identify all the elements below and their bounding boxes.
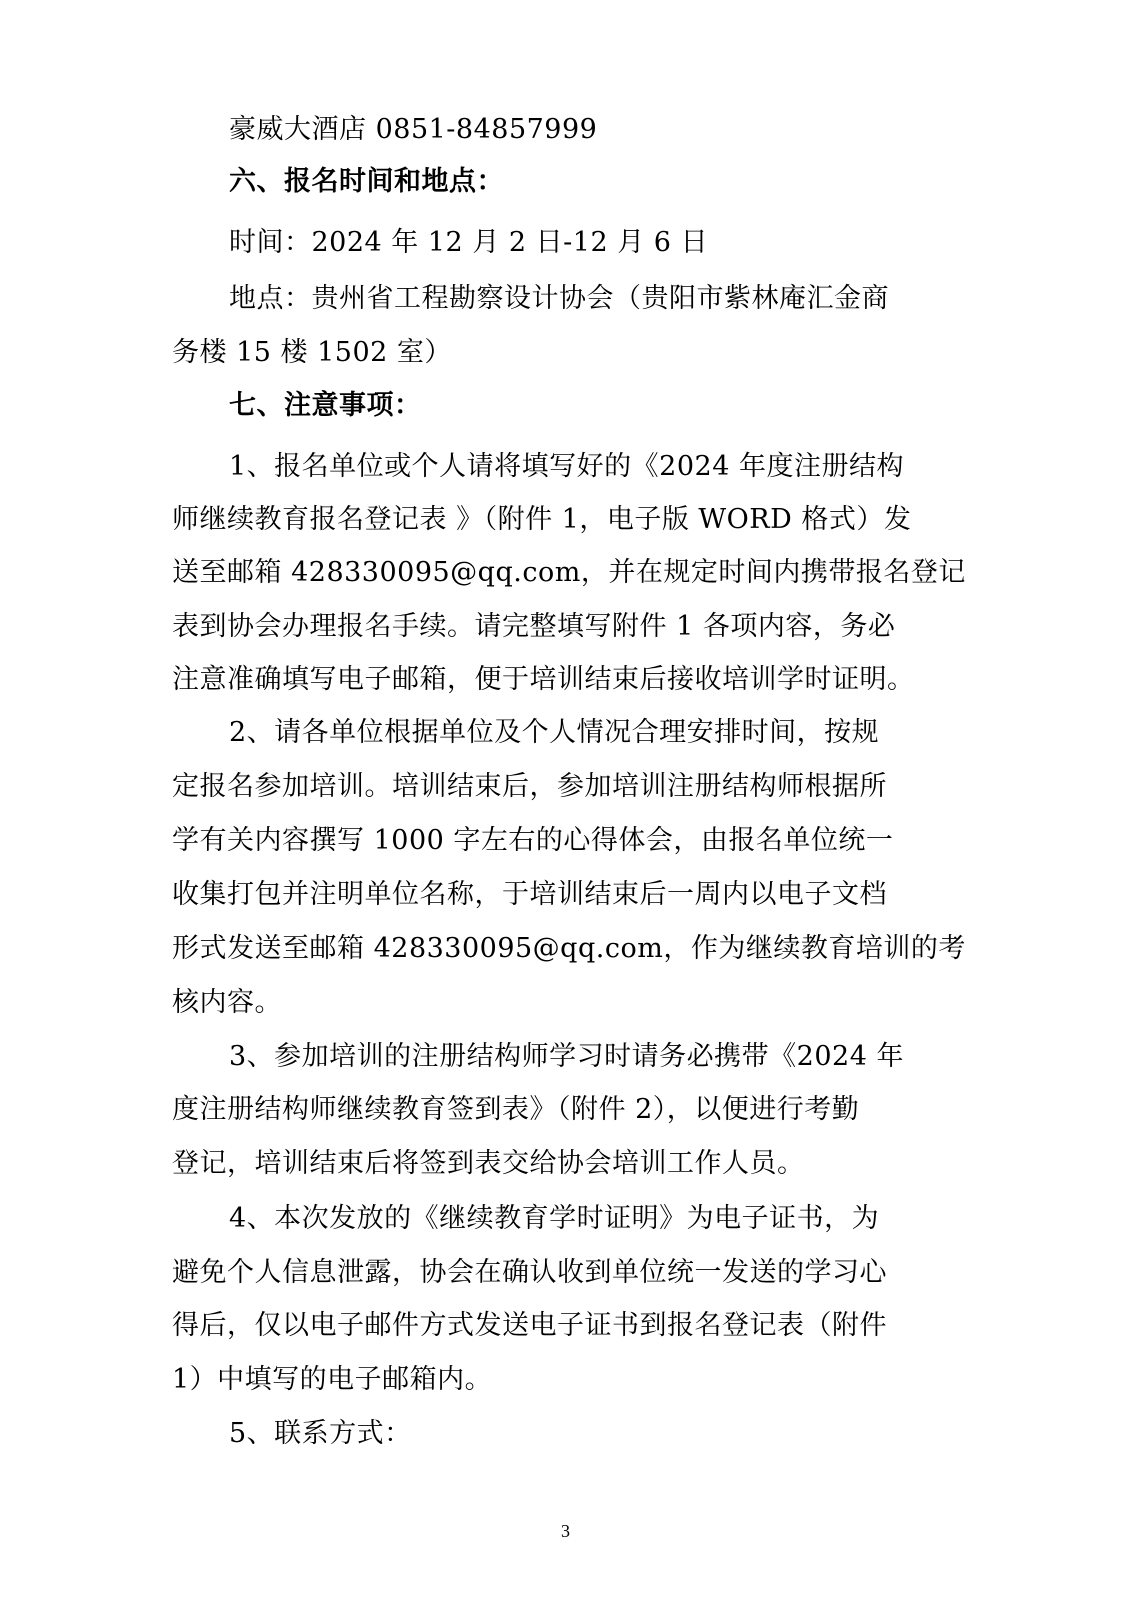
note4-line1: 4、本次发放的《继续教育学时证明》为电子证书，为: [229, 1203, 880, 1234]
note4-line2: 避免个人信息泄露，协会在确认收到单位统一发送的学习心: [172, 1257, 887, 1288]
note2-line1: 2、请各单位根据单位及个人情况合理安排时间，按规: [229, 717, 880, 748]
note5-contact-heading: 5、联系方式：: [229, 1418, 412, 1449]
note3-line3: 登记，培训结束后将签到表交给协会培训工作人员。: [172, 1148, 805, 1179]
page-number: 3: [561, 1521, 570, 1541]
note4-line4: 1）中填写的电子邮箱内。: [172, 1364, 493, 1395]
note2-line6: 核内容。: [172, 987, 282, 1018]
registration-time: 时间：2024 年 12 月 2 日-12 月 6 日: [229, 227, 709, 258]
note1-line5: 注意准确填写电子邮箱，便于培训结束后接收培训学时证明。: [172, 664, 915, 695]
note1-line4: 表到协会办理报名手续。请完整填写附件 1 各项内容，务必: [172, 611, 896, 642]
hotel-contact-line: 豪威大酒店 0851-84857999: [229, 114, 598, 145]
note1-line3: 送至邮箱 428330095@qq.com，并在规定时间内携带报名登记: [172, 557, 966, 588]
registration-location-line2: 务楼 15 楼 1502 室）: [172, 337, 452, 368]
note3-line1: 3、参加培训的注册结构师学习时请务必携带《2024 年: [229, 1041, 904, 1072]
note4-line3: 得后，仅以电子邮件方式发送电子证书到报名登记表（附件: [172, 1310, 887, 1341]
registration-location-line1: 地点：贵州省工程勘察设计协会（贵阳市紫林庵汇金商: [229, 283, 889, 314]
note1-line1: 1、报名单位或个人请将填写好的《2024 年度注册结构: [229, 451, 904, 482]
note2-line4: 收集打包并注明单位名称，于培训结束后一周内以电子文档: [172, 879, 887, 910]
section-heading-notes: 七、注意事项：: [229, 390, 422, 421]
note2-line2: 定报名参加培训。培训结束后，参加培训注册结构师根据所: [172, 771, 887, 802]
note3-line2: 度注册结构师继续教育签到表》（附件 2），以便进行考勤: [172, 1094, 860, 1125]
note1-line2: 师继续教育报名登记表 》（附件 1，电子版 WORD 格式）发: [172, 504, 912, 535]
note2-line5: 形式发送至邮箱 428330095@qq.com，作为继续教育培训的考: [172, 933, 966, 964]
section-heading-registration: 六、报名时间和地点：: [229, 166, 504, 197]
note2-line3: 学有关内容撰写 1000 字左右的心得体会，由报名单位统一: [172, 825, 894, 856]
